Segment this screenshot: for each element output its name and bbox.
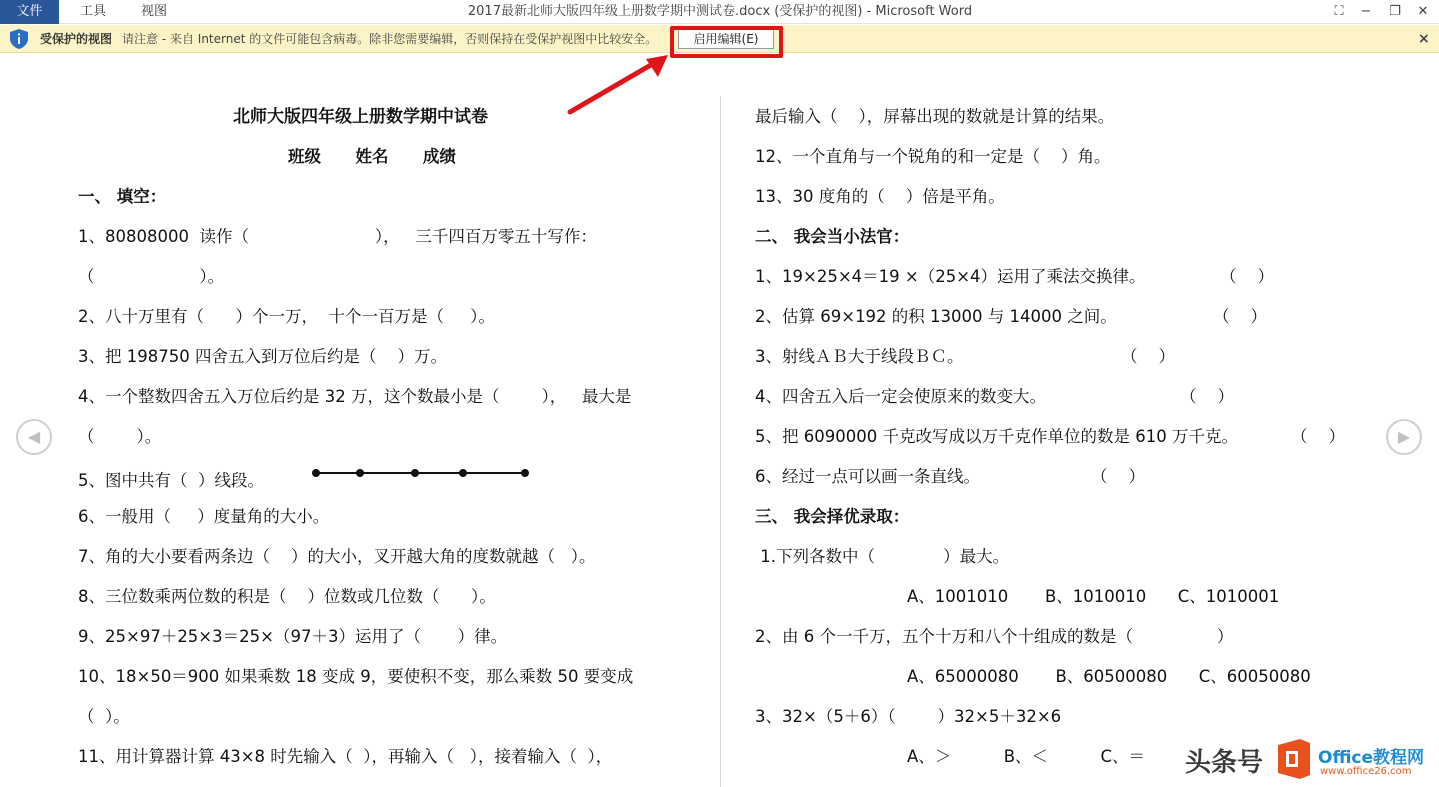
judge-paren: （ ） [1180, 387, 1234, 406]
judge-line: 6、经过一点可以画一条直线。 [755, 467, 980, 486]
choice-options: A、1001010 B、1010010 C、1010001 [907, 587, 1280, 606]
chevron-left-icon[interactable]: ◀ [16, 419, 52, 455]
judge-paren: （ ） [1121, 347, 1175, 366]
question-line: 4、一个整数四舍五入万位后约是 32 万，这个数最小是（ ）， 最大是 [78, 387, 632, 406]
close-window-icon[interactable]: ✕ [1417, 4, 1429, 19]
annotation-arrow [560, 50, 680, 120]
restore-icon[interactable]: ❐ [1389, 4, 1401, 19]
protected-view-message: 请注意 - 来自 Internet 的文件可能包含病毒。除非您需要编辑，否则保持在受保护视图中比较安全。 [122, 32, 658, 46]
judge-paren: （ ） [1220, 267, 1274, 286]
section-heading: 一、 填空： [78, 187, 167, 206]
section-heading: 三、 我会择优录取： [755, 507, 910, 526]
menu-file[interactable]: 文件 [0, 0, 59, 24]
highlight-box [670, 26, 783, 58]
question-line: 8、三位数乘两位数的积是（ ）位数或几位数（ ）。 [78, 587, 496, 606]
question-line: 9、25×97＋25×3＝25×（97＋3）运用了（ ）律。 [78, 627, 508, 646]
menu-tools[interactable]: 工具 [80, 4, 107, 19]
judge-line: 5、把 6090000 千克改写成以万千克作单位的数是 610 万千克。 [755, 427, 1238, 446]
judge-line: 4、四舍五入后一定会使原来的数变大。 [755, 387, 1046, 406]
protected-view-title: 受保护的视图 [40, 32, 113, 46]
judge-line: 1、19×25×4＝19 ×（25×4）运用了乘法交换律。 [755, 267, 1146, 286]
question-line: 7、角的大小要看两条边（ ）的大小，叉开越大角的度数就越（ ）。 [78, 547, 596, 566]
document-title: 北师大版四年级上册数学期中试卷 [233, 107, 488, 127]
question-line: 13、30 度角的（ ）倍是平角。 [755, 187, 1005, 206]
watermark-url: www.office26.com [1320, 766, 1412, 777]
line-segment-figure [310, 465, 535, 481]
enable-editing-button[interactable]: 启用编辑(E) [678, 29, 774, 49]
question-line: 11、用计算器计算 43×8 时先输入（ ），再输入（ ），接着输入（ ）， [78, 747, 613, 766]
office-logo-icon [1274, 737, 1314, 781]
window-title: 2017最新北师大版四年级上册数学期中测试卷.docx (受保护的视图) - Microsoft Word [467, 4, 973, 19]
judge-line: 2、估算 69×192 的积 13000 与 14000 之间。 [755, 307, 1117, 326]
question-line: 3、把 198750 四舍五入到万位后约是（ ）万。 [78, 347, 447, 366]
title-bar [0, 0, 1439, 24]
shield-info-icon [10, 29, 28, 49]
fullscreen-icon[interactable]: ⛶ [1334, 4, 1344, 19]
judge-line: 3、射线ＡＢ大于线段ＢＣ。 [755, 347, 964, 366]
section-heading: 二、 我会当小法官： [755, 227, 910, 246]
question-line: 1、80808000 读作（ ）， 三千四百万零五十写作： [78, 227, 597, 246]
watermark-brand: Office教程网 [1318, 748, 1425, 768]
choice-options: A、65000080 B、60500080 C、60050080 [907, 667, 1311, 686]
judge-paren: （ ） [1213, 307, 1267, 326]
watermark-text: 头条号 [1185, 748, 1264, 778]
judge-paren: （ ） [1091, 467, 1145, 486]
close-bar-icon[interactable]: × [1418, 31, 1430, 47]
question-line: （ ）。 [78, 707, 130, 726]
choice-line: 3、32×（5＋6）（ ）32×5＋32×6 [755, 707, 1062, 726]
question-line: 2、八十万里有（ ）个一万， 十个一百万是（ ）。 [78, 307, 495, 326]
chevron-right-icon[interactable]: ▶ [1386, 419, 1422, 455]
question-line: 6、一般用（ ）度量角的大小。 [78, 507, 330, 526]
question-line: 12、一个直角与一个锐角的和一定是（ ）角。 [755, 147, 1111, 166]
question-line: 最后输入（ ），屏幕出现的数就是计算的结果。 [755, 107, 1115, 126]
choice-options: A、＞ B、＜ C、＝ [907, 747, 1146, 766]
column-divider [720, 96, 721, 787]
choice-line: 1.下列各数中（ ）最大。 [755, 547, 1010, 566]
document-subtitle: 班级 姓名 成绩 [288, 147, 456, 166]
judge-paren: （ ） [1291, 427, 1345, 446]
question-line: 5、图中共有（ ）线段。 [78, 471, 264, 490]
question-line: （ ）。 [78, 427, 162, 446]
menu-view[interactable]: 视图 [141, 4, 168, 19]
choice-line: 2、由 6 个一千万，五个十万和八个十组成的数是（ ） [755, 627, 1234, 646]
minimize-icon[interactable]: − [1360, 4, 1372, 19]
question-line: （ ）。 [78, 267, 225, 286]
question-line: 10、18×50＝900 如果乘数 18 变成 9，要使积不变，那么乘数 50 要变成 [78, 667, 634, 686]
